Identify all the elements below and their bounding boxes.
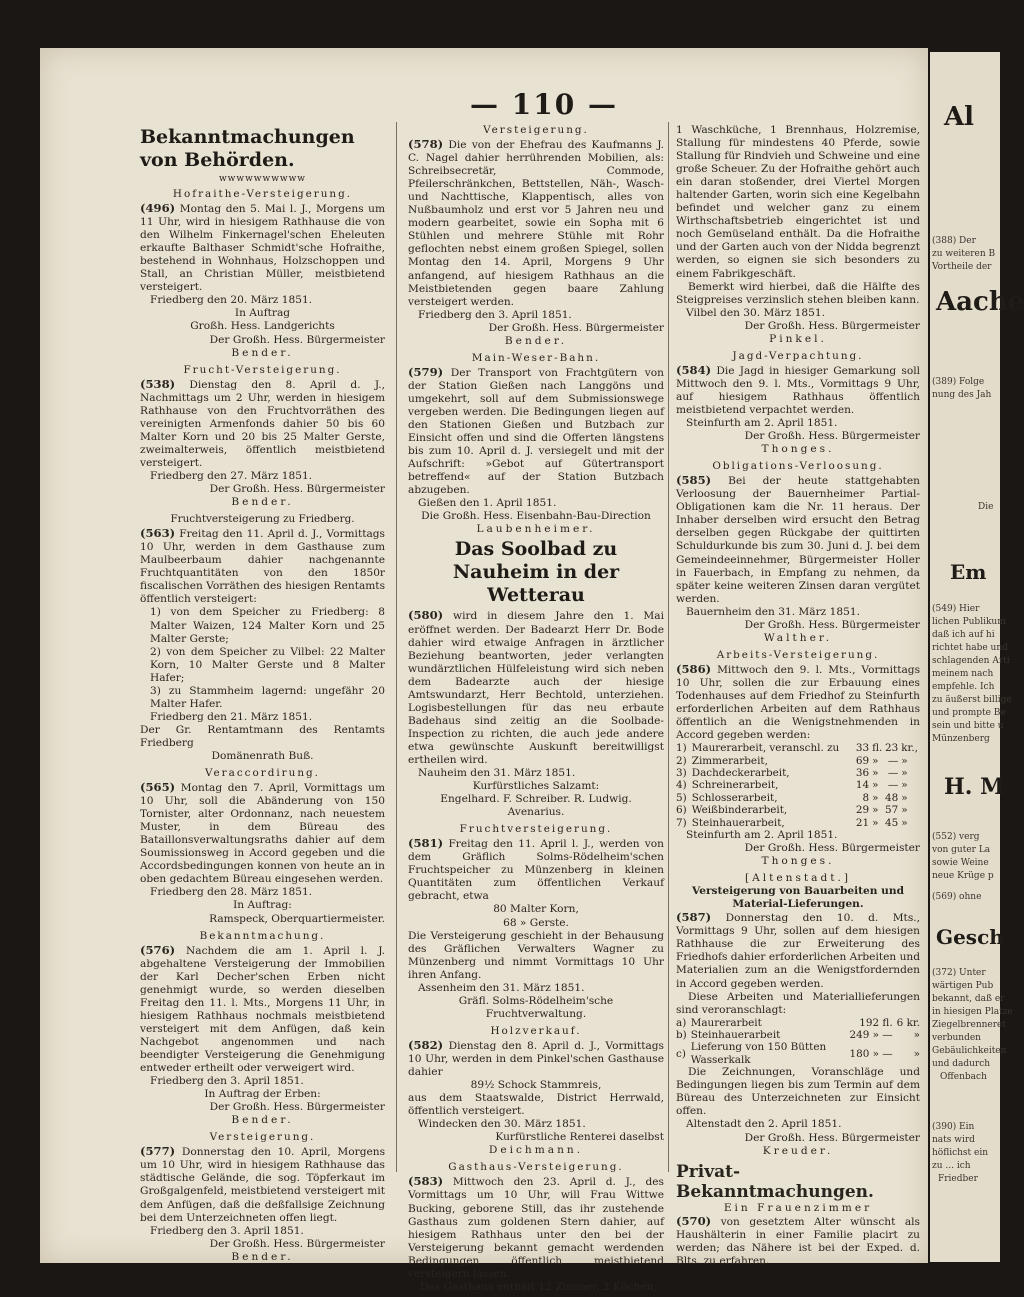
ornament-rule: wwwwwwwwww xyxy=(218,174,307,184)
notice-signature: Deichmann. xyxy=(488,1144,584,1157)
notice-signature: Bender. xyxy=(504,334,568,347)
notice-signature: Thonges. xyxy=(761,443,835,456)
notice-date: Friedberg den 27. März 1851. xyxy=(150,469,313,482)
notice-signature: Laubenheimer. xyxy=(476,523,596,536)
adjacent-text: (372) Unter xyxy=(932,968,986,978)
notice-body xyxy=(408,1039,664,1079)
notice-signatory: Der Großh. Hess. Bürgermeister xyxy=(744,319,920,332)
notice-body xyxy=(408,138,664,309)
adjacent-text: Münzenberg xyxy=(932,734,990,744)
item-number: 5) xyxy=(676,791,687,804)
notice-signatory: Der Gr. Rentamtmann des Rentamts Friedberg xyxy=(140,723,385,749)
notice-number: (563) xyxy=(140,526,176,541)
adjacent-text: neue Krüge p xyxy=(932,871,994,881)
notice-body xyxy=(140,202,385,294)
notice-place: [Altenstadt.] xyxy=(744,872,852,885)
notice-body xyxy=(676,364,920,417)
item-unit2: » xyxy=(901,816,908,829)
notice-date: Assenheim den 31. März 1851. xyxy=(418,981,585,994)
notice-signature: Domänenrath Buß. xyxy=(211,749,314,762)
notice-number: (586) xyxy=(676,661,712,676)
notice-number: (578) xyxy=(408,137,444,152)
notice-text: Nachdem die am 1. April l. J. abgehaltene Versteigerung der Immobilien der Karl Decher'schen Erben nicht genehmigt wurde, so werden dieselben Freitag den 11. l. Mts., Morgens 11 Uhr, in hiesigem Rathhaus nochmals meistbietend versteigert mit dem Anfügen, daß kein Nachgebot angenommen und nach beendigter Versteigerung die Genehmigung entweder ertheilt oder verweigert wird. xyxy=(140,944,385,1075)
notice-signatory: Die Großh. Hess. Eisenbahn-Bau-Direction xyxy=(421,510,651,523)
item-letter: c) xyxy=(676,1047,686,1060)
item-unit: » xyxy=(872,754,879,767)
notice-text: Montag den 7. April, Vormittags um 10 Uhr, soll die Abänderung von 150 Tornister, alter Ordonnanz, nach neuestem Muster, in dem Büreau des Bataillonsverwaltungsraths dahier auf dem Soumissionsweg in Accord gegeben und die Accordsbedingungen konnen von heute an in oben gedachtem Büreau eingesehen werden. xyxy=(140,782,385,886)
adjacent-text: verbunden xyxy=(932,1033,981,1043)
notice-title: Hofraithe-Versteigerung. xyxy=(172,188,353,200)
adjacent-text: Friedber xyxy=(938,1174,978,1184)
notice-signature: Bender. xyxy=(231,346,294,359)
notice-date: Steinfurth am 2. April 1851. xyxy=(686,829,838,841)
quantity-line: 68 » Gerste. xyxy=(503,916,569,929)
item-florins: 29 xyxy=(855,804,870,817)
adjacent-text: sein und bitte u xyxy=(932,721,1004,731)
notice-number: (582) xyxy=(408,1037,444,1052)
notice-text: Donnerstag den 10. April, Morgens um 10 Uhr, wird in hiesigem Rathhause das städtische Gelände, die sog. Töpferkaut im Großgalgenfeld, meistbietend versteigert mit dem Anfügen, daß die deßfallsige Zeichnung bei dem Unterzeichneten offen liegt. xyxy=(140,1146,386,1224)
item-florins: 21 xyxy=(855,816,870,829)
item-unit: » xyxy=(872,816,879,829)
notice-mandate: In Auftrag: xyxy=(233,899,292,912)
adjacent-text: Offenbach xyxy=(940,1072,987,1082)
item-florins: 69 xyxy=(855,754,870,767)
material-row xyxy=(676,1029,920,1041)
notice-body xyxy=(140,527,385,606)
notice-text: Die Versteigerung geschieht in der Behausung des Gräflichen Verwalters Wagner zu Münzenberg und nimmt Vormittags 10 Uhr ihren Anfang. xyxy=(408,929,664,981)
item-work: Dachdeckerarbeit, xyxy=(691,766,790,779)
notice-text: Mittwoch den 23. April d. J., des Vormittags um 10 Uhr, will Frau Wittwe Bucking, geborene Still, das ihr zustehende Gasthaus zum goldenen Stern dahier, auf hiesigem Rathhaus unter den bei der Versteigerung bekannt gemacht werdenden Bedingungen öffentlich meistbietend versteigern lassen. xyxy=(408,1176,664,1280)
notice-date: Friedberg den 3. April 1851. xyxy=(150,1075,304,1088)
notice-title: Jagd-Verpachtung. xyxy=(732,349,864,362)
notice-signature: Avenarius. xyxy=(507,806,565,819)
column-1 xyxy=(140,124,385,1264)
list-item: 2) von dem Speicher zu Vilbel: 22 Malter Korn, 10 Malter Gerste und 8 Malter Hafer; xyxy=(150,645,385,684)
item-florins: 8 xyxy=(862,791,870,804)
notice-signatory: Der Großh. Hess. Bürgermeister xyxy=(209,333,385,346)
notice-text: von gesetztem Alter wünscht als Haushälterin in einer Familie placirt zu werden; das Nähere ist bei der Exped. d. Blts. zu erfahren. xyxy=(676,1215,920,1267)
adjacent-text: daß ich auf hi xyxy=(932,630,995,640)
notice-text: Der Transport von Frachtgütern von der Station Gießen nach Langgöns und umgekehrt, soll auf dem Submissionswege vergeben werden. Die Bedingungen liegen auf den Stationen Gießen und Butzbach zur Einsicht offen und sind die Offerten längstens bis zum 10. April d. J. versiegelt und mit der Aufschrift: »Gebot auf Gütertransport betreffend« auf der Station Butzbach abzugeben. xyxy=(408,366,664,497)
notice-date: Friedberg den 3. April 1851. xyxy=(418,308,572,321)
notice-number: (538) xyxy=(140,376,176,391)
column-rule xyxy=(668,122,669,1172)
notice-body xyxy=(676,474,920,605)
notice-number: (585) xyxy=(676,473,712,488)
notice-title: Versteigerung von Bauarbeiten und Material-Lieferungen. xyxy=(691,885,904,911)
item-number: 1) xyxy=(676,742,687,755)
item-kreuzer: — xyxy=(887,779,899,792)
notice-signature: Ramspeck, Oberquartiermeister. xyxy=(209,912,385,925)
notice-title: Frucht-Versteigerung. xyxy=(183,363,342,376)
adjacent-text: zu ... ich xyxy=(932,1161,971,1171)
notice-authority: Großh. Hess. Landgerichts xyxy=(190,320,335,333)
item-work: Maurerarbeit, veranschl. zu xyxy=(691,742,840,755)
adjacent-text: wärtigen Pub xyxy=(932,981,994,991)
item-unit2: » xyxy=(901,766,908,779)
notice-text: Bei der heute stattgehabten Verloosung der Bauernheimer Partial-Obligationen kam die Nr. 11 heraus. Der Inhaber derselben wird ersucht den Betrag derselben gegen Rückgabe der quittirten Schuldurkunde bis zum 30. Juni d. J. bei dem Gemeindeeinnehmer, Bürgermeister Holler in Fauerbach, in Empfang zu nehmen, da später keine weiteren Zinsen daran vergütet werden. xyxy=(676,475,920,605)
item-letter: b) xyxy=(676,1029,687,1042)
item-kreuzer: 45 xyxy=(885,816,899,829)
adjacent-text: schlagenden Arti xyxy=(932,656,1010,666)
item-work: Schreinerarbeit, xyxy=(691,779,779,792)
notice-body xyxy=(676,1215,920,1268)
notice-date: Friedberg den 28. März 1851. xyxy=(150,886,313,899)
notice-title: Main-Weser-Bahn. xyxy=(471,351,601,364)
notice-body xyxy=(408,837,664,903)
notice-text: Das Gasthaus enthält 12 Zimmer, 2 Küchen, xyxy=(420,1280,657,1293)
private-notices-heading: Privat-Bekanntmachungen. xyxy=(676,1161,874,1202)
notice-date: Friedberg den 3. April 1851. xyxy=(150,1224,304,1237)
item-florins: 180 » — xyxy=(849,1047,893,1060)
notice-number: (579) xyxy=(408,364,444,379)
item-unit2: » xyxy=(901,779,908,792)
adjacent-text: Die xyxy=(978,502,994,512)
notice-title: Obligations-Verloosung. xyxy=(712,460,884,473)
item-kreuzer: » xyxy=(913,1047,920,1060)
notice-signatory: Der Großh. Hess. Bürgermeister xyxy=(209,1237,385,1250)
item-kreuzer: — xyxy=(887,754,899,767)
notice-signature: Kreuder. xyxy=(762,1144,834,1157)
adjacent-text: (569) ohne xyxy=(932,892,982,902)
notice-text: Diese Arbeiten und Materiallieferungen sind veroranschlagt: xyxy=(676,990,920,1016)
adjacent-heading: Aache xyxy=(936,287,1024,317)
notice-number: (584) xyxy=(676,362,712,377)
notice-title: Ein Frauenzimmer xyxy=(723,1201,873,1214)
item-unit: » xyxy=(872,804,879,817)
cost-row xyxy=(676,792,920,804)
adjacent-heading: H. M xyxy=(944,774,1005,800)
notice-body xyxy=(408,1175,664,1280)
cost-row xyxy=(676,804,920,816)
item-unit2: » xyxy=(901,791,908,804)
notice-title: Veraccordirung. xyxy=(204,767,320,780)
cost-row xyxy=(676,755,920,767)
notice-number: (570) xyxy=(676,1213,712,1228)
notice-date: Windecken den 30. März 1851. xyxy=(418,1118,586,1131)
notice-signatory: Der Großh. Hess. Bürgermeister xyxy=(744,1131,920,1144)
notice-body xyxy=(140,1145,385,1224)
adjacent-text: nats wird xyxy=(932,1135,975,1145)
item-kreuzer: — xyxy=(887,766,899,779)
notice-signature: Thonges. xyxy=(761,855,835,868)
notice-signatory: Der Großh. Hess. Bürgermeister xyxy=(744,842,920,855)
notice-text: Die Jagd in hiesiger Gemarkung soll Mittwoch den 9. l. Mts., Vormittags 9 Uhr, auf hiesigem Rathhaus öffentlich meistbietend verpachtet werden. xyxy=(676,364,921,416)
notice-title: Fruchtversteigerung zu Friedberg. xyxy=(170,513,355,526)
notice-signature: Engelhard. F. Schreiber. R. Ludwig. xyxy=(440,793,632,806)
item-florins: 249 » — xyxy=(849,1029,893,1042)
item-florins: 36 xyxy=(855,766,870,779)
notice-signatory: Der Großh. Hess. Bürgermeister xyxy=(488,321,664,334)
adjacent-text: empfehle. Ich xyxy=(932,682,995,692)
notice-date: Vilbel den 30. März 1851. xyxy=(686,306,826,319)
notice-date: Altenstadt den 2. April 1851. xyxy=(686,1118,842,1131)
notice-text: Dienstag den 8. April d. J., Vormittags 10 Uhr, werden in dem Pinkel'schen Gasthause dahier xyxy=(408,1039,664,1079)
notice-number: (581) xyxy=(408,836,444,851)
material-row xyxy=(676,1041,920,1066)
cost-row xyxy=(676,742,920,754)
notice-text: Freitag den 11. April l. J., werden von dem Gräflich Solms-Rödelheim'schen Fruchtspeicher zu Münzenberg in kleinen Quantitäten zum öffentlichen Verkauf gebracht, etwa xyxy=(408,838,664,903)
notice-body xyxy=(140,781,385,886)
item-work: Weißbinderarbeit, xyxy=(691,804,788,817)
item-unit: fl. xyxy=(872,742,883,755)
notice-text: Montag den 5. Mai l. J., Morgens um 11 Uhr, wird in hiesigem Rathhause die von den Wilhelm Finkernagel'schen Eheleuten erkaufte Balthaser Schmidt'sche Hofraithe, bestehend in Wohnhaus, Holzschoppen und Stall, an Christian Müller, meistbietend versteigert. xyxy=(140,203,386,294)
adjacent-text: nung des Jah xyxy=(932,390,992,400)
adjacent-text: richtet habe und xyxy=(932,643,1008,653)
item-kreuzer: 6 kr. xyxy=(896,1016,920,1029)
notice-text: Die von der Ehefrau des Kaufmanns J. C. Nagel dahier herrührenden Mobilien, als: Schreibsecretär, Commode, Pfeilerschränkchen, Bettstellen, Näh-, Wasch- und Nachttische, Klappentisch, alles von Nußbaumholz und erst vor 5 Jahren neu und modern gearbeitet, sowie ein Sopha mit 6 Stühlen und mehrere Stühle mit Rohr geflochten nebst einem großen Spiegel, sollen Montag den 14. April, Morgens 9 Uhr anfangend, auf hiesigem Rathhaus an die Meistbietenden gegen baare Zahlung versteigert werden. xyxy=(408,139,664,308)
notice-title: Gasthaus-Versteigerung. xyxy=(448,1161,624,1174)
adjacent-text: (552) verg xyxy=(932,832,980,842)
item-work: Maurerarbeit xyxy=(690,1016,762,1029)
notice-date: Nauheim den 31. März 1851. xyxy=(418,767,576,780)
notice-title: Arbeits-Versteigerung. xyxy=(716,648,880,661)
adjacent-page-fragment xyxy=(930,52,1024,1262)
page-number: — 110 — xyxy=(470,88,618,121)
adjacent-text: (390) Ein xyxy=(932,1122,975,1132)
item-unit: » xyxy=(872,766,879,779)
item-kreuzer: » xyxy=(913,1029,920,1042)
item-florins: 14 xyxy=(855,779,870,792)
cost-table xyxy=(676,742,920,829)
item-number: 2) xyxy=(676,754,687,767)
adjacent-text: von guter La xyxy=(932,845,991,855)
item-florins: 192 fl. xyxy=(859,1016,893,1029)
adjacent-heading: Gesch xyxy=(936,925,1004,949)
adjacent-text: meinem nach xyxy=(932,669,994,679)
bath-heading: Das Soolbad zu Nauheim in der Wetterau xyxy=(452,538,620,607)
notice-text: 1 Waschküche, 1 Brennhaus, Holzremise, Stallung für mindestens 40 Pferde, sowie Stallung für Rindvieh und Schweine und eine große Scheuer. Zu der Hofraithe gehört auch ein daran stoßender, drei Viertel Morgen haltender Garten, worin sich eine Kegelbahn befindet und welcher ganz zu einem Wirthschaftsbetrieb eingerichtet ist und noch Gemüseland enthält. Da die Hofraithe und der Garten auch von der Nidda begrenzt werden, so eignen sie sich besonders zu einem Fabrikgeschäft. xyxy=(676,124,920,280)
notice-number: (576) xyxy=(140,942,176,957)
item-unit2: » xyxy=(901,804,908,817)
notice-text: wird in diesem Jahre den 1. Mai eröffnet werden. Der Badearzt Herr Dr. Bode dahier wird etwaige Anfragen in ärztlicher Beziehung beantworten, jeder verlangten wundärztlichen Hülfeleistung wird sich neben dem Badearzte auch der hiesige Amtswundarzt, Herr Bechtold, unterziehen. Logisbestellungen für das neu erbaute Badehaus sind zeitig an die Soolbade-Inspection zu richten, die auch jede andere etwa gewünschte Auskunft bereitwilligst ertheilen wird. xyxy=(408,610,664,766)
notice-number: (565) xyxy=(140,780,176,795)
notice-body xyxy=(408,609,664,767)
notice-date: Friedberg den 21. März 1851. xyxy=(150,710,313,723)
notice-signature: Bender. xyxy=(231,496,294,509)
notice-date: Gießen den 1. April 1851. xyxy=(418,497,557,510)
item-work: Steinhauerarbeit xyxy=(690,1029,781,1042)
notice-signatory: Kurfürstliches Salzamt: xyxy=(472,780,600,793)
item-unit2: kr., xyxy=(901,742,918,755)
adjacent-text: Vortheile der xyxy=(932,262,992,272)
list-item: 1) von dem Speicher zu Friedberg: 8 Malter Waizen, 124 Malter Korn und 25 Malter Gerste; xyxy=(150,606,385,645)
section-heading: Bekanntmachungen von Behörden. xyxy=(140,126,355,171)
item-unit2: » xyxy=(901,754,908,767)
list-item: 3) zu Stammheim lagernd: ungefähr 20 Malter Hafer. xyxy=(150,684,385,710)
adjacent-text: Gebäulichkeiten xyxy=(932,1046,1007,1056)
column-2 xyxy=(408,124,664,1294)
notice-signatory: Kurfürstliche Renterei daselbst xyxy=(495,1131,664,1144)
notice-body xyxy=(140,378,385,470)
adjacent-text: zu äußerst billige xyxy=(932,695,1012,705)
notice-text: Die Zeichnungen, Voranschläge und Bedingungen liegen bis zum Termin auf dem Büreau des Unterzeichneten zur Einsicht offen. xyxy=(676,1066,920,1118)
item-unit: » xyxy=(872,791,879,804)
notice-body xyxy=(140,944,385,1075)
notice-mandate: In Auftrag xyxy=(234,307,291,320)
notice-title: Versteigerung. xyxy=(483,124,589,136)
adjacent-heading: Em xyxy=(950,560,987,584)
notice-title: Fruchtversteigerung. xyxy=(459,823,613,836)
notice-signature: Bender. xyxy=(231,1114,294,1127)
notice-signatory: Der Großh. Hess. Bürgermeister xyxy=(744,430,920,443)
notice-date: Bauernheim den 31. März 1851. xyxy=(686,605,860,618)
item-number: 6) xyxy=(676,804,687,817)
notice-number: (587) xyxy=(676,910,712,925)
item-kreuzer: 48 xyxy=(885,791,899,804)
adjacent-text: Ziegelbrenneret xyxy=(932,1020,1006,1030)
cost-row xyxy=(676,767,920,779)
adjacent-text: (549) Hier xyxy=(932,604,980,614)
adjacent-heading: Al xyxy=(944,102,975,132)
item-florins: 33 xyxy=(855,742,870,755)
adjacent-text: höflichst ein xyxy=(932,1148,989,1158)
item-number: 7) xyxy=(676,816,687,829)
notice-date: Friedberg den 20. März 1851. xyxy=(150,294,313,307)
item-work: Lieferung von 150 Bütten Wasserkalk xyxy=(690,1041,827,1066)
notice-text: Dienstag den 8. April d. J., Nachmittags um 2 Uhr, werden in hiesigem Rathhause von den Fruchtvorräthen des vereinigten Armenfonds dahier 50 bis 60 Malter Korn und 20 bis 25 Malter Gerste, zweimalterweis, öffentlich meistbietend versteigert. xyxy=(140,378,385,469)
adjacent-text: und prompte Be xyxy=(932,708,1006,718)
notice-signatory: Der Großh. Hess. Bürgermeister xyxy=(209,483,385,496)
adjacent-text: bekannt, daß er xyxy=(932,994,1005,1004)
adjacent-text: in hiesigen Platze xyxy=(932,1007,1013,1017)
quantity-line: 89½ Schock Stammreis, xyxy=(470,1079,602,1092)
notice-number: (583) xyxy=(408,1174,444,1189)
notice-mandate: In Auftrag der Erben: xyxy=(204,1088,321,1101)
adjacent-text: sowie Weine xyxy=(932,858,989,868)
item-work: Schlosserarbeit, xyxy=(691,791,778,804)
notice-number: (577) xyxy=(140,1144,176,1159)
notice-text: Mittwoch den 9. l. Mts., Vormittags 10 Uhr, sollen die zur Erbauung eines Todenhauses auf dem Friedhof zu Steinfurth erforderlichen Arbeiten auf dem Rathhaus öffentlich an die Wenigstnehmenden in Accord gegeben werden: xyxy=(676,663,921,742)
item-unit: » xyxy=(872,779,879,792)
notice-signatory: Der Großh. Hess. Bürgermeister xyxy=(744,618,920,631)
item-work: Zimmerarbeit, xyxy=(691,754,768,767)
notice-signature: Pinkel. xyxy=(769,332,827,345)
adjacent-text: und dadurch xyxy=(932,1059,991,1069)
material-table xyxy=(676,1017,920,1067)
notice-number: (496) xyxy=(140,201,176,216)
adjacent-text: (388) Der xyxy=(932,236,976,246)
item-letter: a) xyxy=(676,1016,687,1029)
notice-body xyxy=(408,366,664,497)
adjacent-text: zu weiteren B xyxy=(932,249,996,259)
notice-signature: Walther. xyxy=(763,631,833,644)
notice-number: (580) xyxy=(408,608,444,623)
notice-text: Freitag den 11. April d. J., Vormittags 10 Uhr, werden in dem Gasthause zum Maulbeerbaum dahier nachgenannte Fruchtquantitäten von den 1850r fiscalischen Vorräthen des hiesigen Rentamts öffentlich versteigert: xyxy=(140,528,386,606)
notice-date: Steinfurth am 2. April 1851. xyxy=(686,417,838,430)
item-kreuzer: 23 xyxy=(885,742,899,755)
quantity-line: 80 Malter Korn, xyxy=(493,903,579,916)
notice-signatory: Gräfl. Solms-Rödelheim'sche Fruchtverwaltung. xyxy=(458,994,614,1020)
notice-text: Donnerstag den 10. d. Mts., Vormittags 9 Uhr, sollen auf dem hiesigen Rathhause die zur Erweiterung des Friedhofs dahier erforderlichen Arbeiten und Materialien zum an die Wenigstfordernden in Accord gegeben werden. xyxy=(676,912,920,990)
cost-row xyxy=(676,817,920,829)
notice-text: Bemerkt wird hierbei, daß die Hälfte des Steigpreises verzinslich stehen bleiben kann. xyxy=(676,280,920,306)
notice-body xyxy=(676,911,920,990)
notice-text: aus dem Staatswalde, District Herrwald, öffentlich versteigert. xyxy=(408,1092,664,1118)
column-rule xyxy=(396,122,397,1172)
adjacent-text: (389) Folge xyxy=(932,377,985,387)
adjacent-text: lichen Publikum xyxy=(932,617,1006,627)
notice-body xyxy=(676,663,920,742)
item-number: 4) xyxy=(676,779,687,792)
cost-row xyxy=(676,779,920,791)
notice-title: Holzverkauf. xyxy=(490,1024,582,1037)
notice-signatory: Der Großh. Hess. Bürgermeister xyxy=(209,1101,385,1114)
notice-title: Bekanntmachung. xyxy=(199,929,326,942)
column-3 xyxy=(676,124,920,1268)
item-number: 3) xyxy=(676,766,687,779)
item-kreuzer: 57 xyxy=(885,804,899,817)
item-work: Steinhauerarbeit, xyxy=(691,816,785,829)
notice-title: Versteigerung. xyxy=(209,1131,316,1144)
material-row xyxy=(676,1017,920,1029)
notice-signature: Bender. xyxy=(231,1250,294,1263)
